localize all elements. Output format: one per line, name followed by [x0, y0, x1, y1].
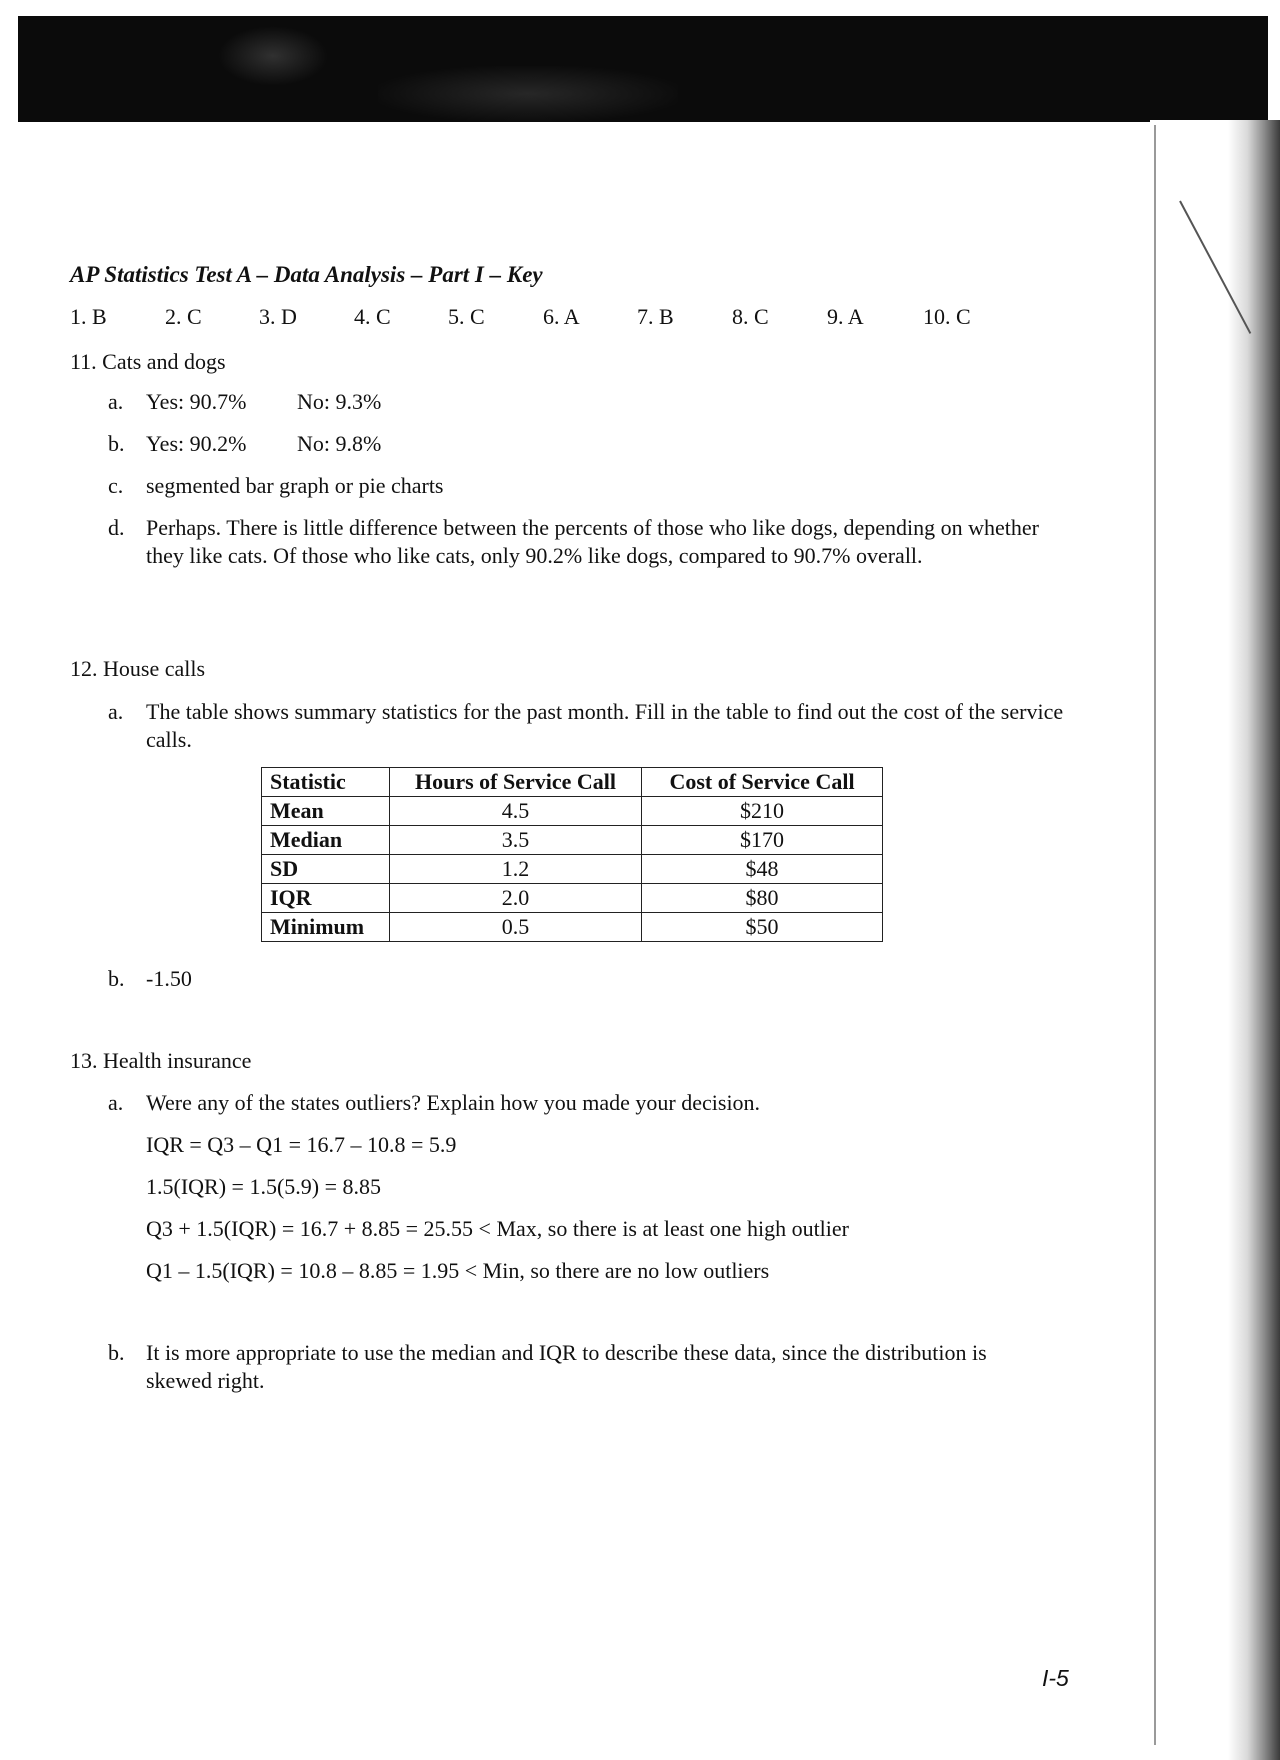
table-header: Hours of Service Call [390, 768, 642, 797]
table-cell: Mean [262, 797, 390, 826]
q13a-work-line: 1.5(IQR) = 1.5(5.9) = 8.85 [146, 1174, 382, 1199]
mc-answer: 5. C [448, 304, 485, 329]
q12a-text: The table shows summary statistics for the past month. Fill in the table to find out the cost of the service calls. [146, 699, 1064, 752]
q11c-label: c. [108, 473, 124, 498]
q13a-work-line: Q1 – 1.5(IQR) = 10.8 – 8.85 = 1.95 < Min, so there are no low outliers [146, 1258, 770, 1283]
q11d-text: Perhaps. There is little difference between the percents of those who like dogs, depending on whether they like cats. Of those who like cats, only 90.2% like dogs, compared to 90.7% overall. [146, 515, 1039, 568]
table-cell: 2.0 [390, 884, 642, 913]
table-cell: $48 [642, 855, 883, 884]
q13a-text: Were any of the states outliers? Explain how you made your decision. [146, 1090, 761, 1115]
mc-answer: 6. A [543, 304, 580, 329]
page-title: AP Statistics Test A – Data Analysis – Part I – Key [70, 262, 543, 287]
table-row [262, 797, 883, 826]
q12b-text: -1.50 [146, 966, 192, 991]
mc-answer: 10. C [923, 304, 971, 329]
mc-answer: 7. B [637, 304, 674, 329]
summary-statistics-table [261, 767, 883, 942]
table-cell: 3.5 [390, 826, 642, 855]
table-row [262, 884, 883, 913]
table-cell: 0.5 [390, 913, 642, 942]
q11-heading: 11. Cats and dogs [70, 349, 226, 374]
scan-edge-line [1154, 125, 1156, 1745]
q11c-text: segmented bar graph or pie charts [146, 473, 444, 498]
mc-answer: 9. A [827, 304, 864, 329]
table-header: Statistic [262, 768, 390, 797]
q11b-label: b. [108, 431, 125, 456]
table-header: Cost of Service Call [642, 768, 883, 797]
table-cell: $50 [642, 913, 883, 942]
table-cell: Median [262, 826, 390, 855]
table-row [262, 913, 883, 942]
q12b-label: b. [108, 966, 125, 991]
q12-heading: 12. House calls [70, 656, 206, 681]
q13b-label: b. [108, 1340, 125, 1365]
q11b-no: No: 9.8% [297, 431, 382, 456]
table-header-row [262, 768, 883, 797]
q12a-label: a. [108, 699, 124, 724]
q13b-text: It is more appropriate to use the median and IQR to describe these data, since the distribution is skewed right. [146, 1340, 987, 1393]
mc-answer: 3. D [259, 304, 297, 329]
q13a-work-line: IQR = Q3 – Q1 = 16.7 – 10.8 = 5.9 [146, 1132, 457, 1157]
table-cell: 4.5 [390, 797, 642, 826]
table-cell: $170 [642, 826, 883, 855]
table-row [262, 826, 883, 855]
q13a-work-line: Q3 + 1.5(IQR) = 16.7 + 8.85 = 25.55 < Max, so there is at least one high outlier [146, 1216, 849, 1241]
q13a-label: a. [108, 1090, 124, 1115]
mc-answer: 4. C [354, 304, 391, 329]
mc-answer: 1. B [70, 304, 107, 329]
table-cell: 1.2 [390, 855, 642, 884]
q11b-yes: Yes: 90.2% [146, 431, 247, 456]
q11a-label: a. [108, 389, 124, 414]
table-cell: SD [262, 855, 390, 884]
page-number: I-5 [1042, 1665, 1069, 1691]
mc-answer: 2. C [165, 304, 202, 329]
table-row [262, 855, 883, 884]
table-cell: Minimum [262, 913, 390, 942]
q11a-no: No: 9.3% [297, 389, 382, 414]
scan-right-edge [1150, 120, 1280, 1760]
q11a-yes: Yes: 90.7% [146, 389, 247, 414]
q11d-label: d. [108, 515, 125, 540]
table-cell: IQR [262, 884, 390, 913]
q13-heading: 13. Health insurance [70, 1048, 252, 1073]
table-cell: $80 [642, 884, 883, 913]
mc-answer: 8. C [732, 304, 769, 329]
table-cell: $210 [642, 797, 883, 826]
